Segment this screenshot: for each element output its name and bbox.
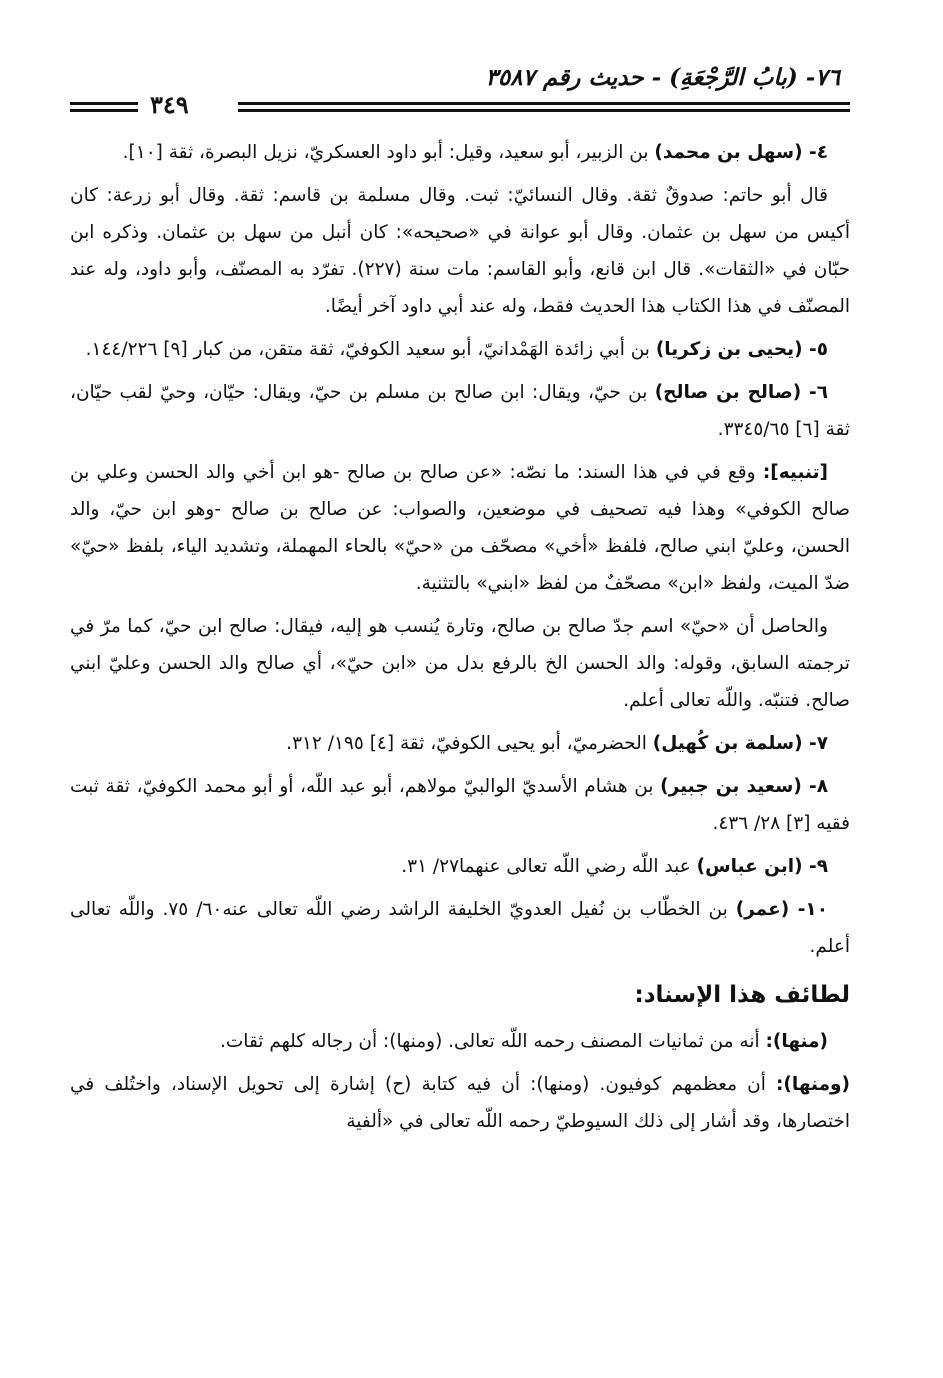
section-heading: لطائف هذا الإسناد: <box>634 982 850 1008</box>
entry-lead: ٦- (صالح بن صالح) <box>654 382 828 403</box>
entry-text: الحضرميّ، أبو يحيى الكوفيّ، ثقة [٤] ١٩٥/ ٣١٢. <box>286 733 653 754</box>
entry-text: وقع في في هذا السند: ما نصّه: «عن صالح بن صالح -هو ابن أخي والد الحسن وعلي بن صالح الكوفي» وهذا فيه تصحيف في موضعين، والصواب: عن صالح بن صالح -وهو ابن حيّ، والد الحسن، وعليّ ابني صالح، فلفظ «أخي» مصحّف من «حيّ» بالحاء المهملة، وتشديد الياء، بلفظ «حيّ» ضدّ الميت، ولفظ «ابن» مصحّفٌ من لفظ «ابني» بالتثنية. <box>70 462 850 594</box>
entry-text: أن معظمهم كوفيون. (ومنها): أن فيه كتابة (ح) إشارة إلى تحويل الإسناد، واختُلف في اختصارها، وقد أشار إلى ذلك السيوطيّ رحمه اللّه تعالى في «ألفية <box>70 1074 850 1132</box>
entry-text: بن أبي زائدة الهَمْدانيّ، أبو سعيد الكوفيّ، ثقة متقن، من كبار [٩] ١٤٤/٢٢٦. <box>85 339 656 360</box>
entry-lead: ٤- (سهل بن محمد) <box>654 142 828 163</box>
entry-lead: ٥- (يحيى بن زكريا) <box>655 339 828 360</box>
entry-lead: ١٠- (عمر) <box>735 899 828 920</box>
entry-lead: [تنبيه]: <box>762 462 828 483</box>
entry-text: والحاصل أن «حيّ» اسم جدّ صالح بن صالح، وتارة يُنسب هو إليه، فيقال: صالح ابن حيّ، كما مرّ في ترجمته السابق، وقوله: والد الحسن الخ بالرفع بدل من «ابن حيّ»، أي صالح والد الحسن وعليّ ابني صالح. فتنبّه. واللّه تعالى أعلم. <box>70 616 850 711</box>
entry-lead: ٩- (ابن عباس) <box>696 856 828 877</box>
narrator-entry <box>70 848 850 885</box>
page-body <box>70 134 850 1140</box>
entry-text: بن حيّ، ويقال: ابن صالح بن مسلم بن حيّ، ويقال: حيّان، وحيّ لقب حيّان، ثقة [٦] ٣٣٤٥/٦٥. <box>70 382 850 440</box>
entry-text: بن الزبير، أبو سعيد، وقيل: أبو داود العسكريّ، نزيل البصرة، ثقة [١٠]. <box>122 142 655 163</box>
notice-paragraph <box>70 454 850 602</box>
narrator-entry <box>70 768 850 842</box>
entry-text: أنه من ثمانيات المصنف رحمه اللّه تعالى. (ومنها): أن رجاله كلهم ثقات. <box>220 1031 766 1052</box>
section-paragraph <box>70 1066 850 1140</box>
entry-text: قال أبو حاتم: صدوقٌ ثقة. وقال النسائيّ: ثبت. وقال مسلمة بن قاسم: ثقة. وقال أبو زرعة: كان أكيس من سهل بن عثمان. وقال أبو عوانة في «صحيحه»: كان أنبل من سهل بن عثمان. وذكره ابن حبّان في «الثقات». قال ابن قانع، وأبو القاسم: مات سنة (٢٢٧). تفرّد به المصنّف، وأبو داود، وله عند المصنّف في هذا الكتاب هذا الحديث فقط، وله عند أبي داود آخر أيضًا. <box>70 185 851 317</box>
conclusion-paragraph <box>70 608 850 719</box>
section-paragraph <box>70 1023 850 1060</box>
entry-text: بن هشام الأسديّ الوالبيّ مولاهم، أبو عبد اللّه، أو أبو محمد الكوفيّ، ثقة ثبت فقيه [٣] ٢٨/ ٤٣٦. <box>70 776 850 834</box>
narrator-entry <box>70 725 850 762</box>
narrator-entry <box>70 891 850 965</box>
narrator-note <box>70 177 850 325</box>
entry-lead: (منها): <box>765 1031 828 1052</box>
entry-text: عبد اللّه رضي اللّه تعالى عنهما٢٧/ ٣١. <box>401 856 697 877</box>
entry-lead: ٨- (سعيد بن جبير) <box>660 776 828 797</box>
narrator-entry <box>70 134 850 171</box>
chapter-title: ٧٦- (بابُ الرَّجْعَةِ) - حديث رقم ٣٥٨٧ <box>485 64 840 91</box>
page-header <box>70 60 850 126</box>
narrator-entry <box>70 331 850 368</box>
header-rule <box>70 90 850 119</box>
entry-lead: (ومنها): <box>776 1074 850 1095</box>
double-rule-right <box>238 102 850 112</box>
page-number: ٣٤٩ <box>150 90 189 119</box>
double-rule-left <box>70 102 138 112</box>
narrator-entry <box>70 374 850 448</box>
entry-text: بن الخطّاب بن نُفيل العدويّ الخليفة الراشد رضي اللّه تعالى عنه٦٠/ ٧٥. واللّه تعالى أعلم. <box>70 899 850 957</box>
book-page <box>70 60 850 1146</box>
entry-lead: ٧- (سلمة بن كُهيل) <box>652 733 828 754</box>
